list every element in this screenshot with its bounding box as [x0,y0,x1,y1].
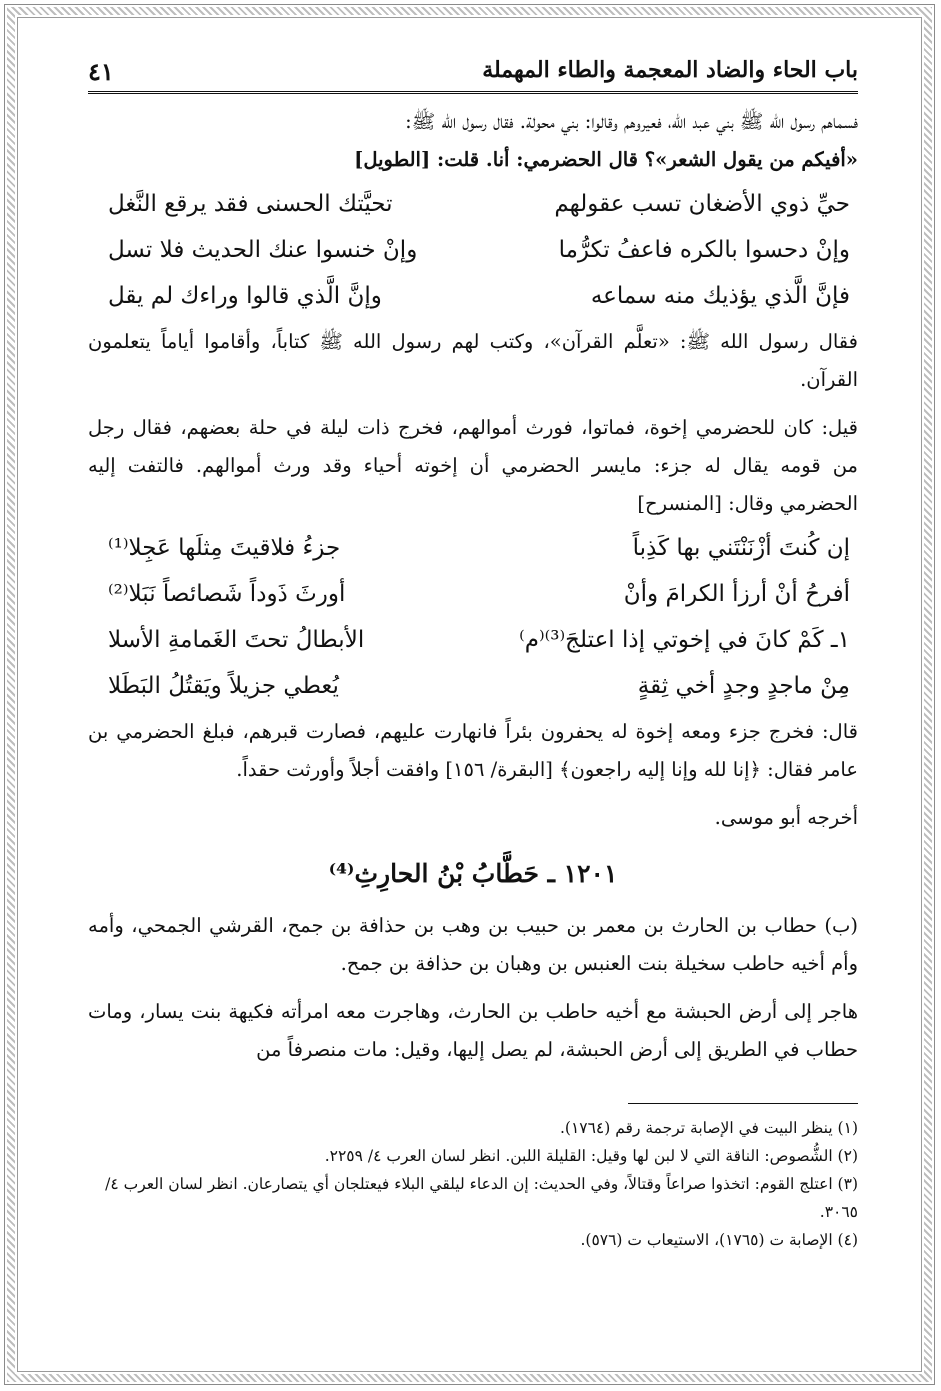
paragraph: (ب) حطاب بن الحارث بن معمر بن حبيب بن وهب بن حذافة بن جمح، القرشي الجمحي، وأمه وأم أخيه حاطب سخيلة بنت العنبس بن وهبان بن حذافة بن جمح. [88,914,858,975]
footnote: (٤) الإصابة ت (١٧٦٥)، الاستيعاب ت (٥٧٦). [580,1231,858,1249]
footnote: (١) ينظر البيت في الإصابة ترجمة رقم (١٧٦٤). [559,1119,858,1137]
main-text [88,103,858,1069]
paragraph: قال: فخرج جزء ومعه إخوة له يحفرون بئراً فانهارت عليهم، فصارت قبرهم، فبلغ الحضرمي بن عامر فقال: ﴿إنا لله وإنا إليه راجعون﴾ [البقرة/ ١٥٦] وافقت أجلاً وأورثت حقداً. [88,720,858,781]
running-header [88,55,858,89]
paragraph: «أفيكم من يقول الشعر»؟ قال الحضرمي: أنا. قلت: [الطويل] [354,148,858,171]
verse-line [88,663,858,709]
verse-line [88,525,858,571]
verse-line [88,571,858,617]
paragraph: أخرجه أبو موسى. [714,806,858,829]
chapter-title: باب الحاء والضاد المعجمة والطاء المهملة [482,57,858,83]
entry-heading: ١٢٠١ ـ حَطَّابُ بْنُ الحارِثِ⁽⁴⁾ [328,859,618,888]
verse-second-hemistich: وإنْ خنسوا عنك الحديث فلا تسل [108,237,418,263]
book-page [88,55,858,1254]
paragraph: قيل: كان للحضرمي إخوة، فماتوا، فورث أموالهم، فخرج ذات ليلة في حلة بعضهم، فقال رجل من قومه يقال له جزء: مايسر الحضرمي أن إخوته أحياء وقد ورث أموالهم. فالتفت إليه الحضرمي وقال: [المنسرح] [88,416,858,515]
header-rule [88,91,858,94]
footnotes [88,1114,858,1254]
footnote: (٢) الشُّصوص: الناقة التي لا لبن لها وقيل: القليلة اللبن. انظر لسان العرب ٤/ ٢٢٥٩. [324,1147,858,1165]
verse-line [88,181,858,227]
verse-second-hemistich: جزءُ فلاقيتَ مِثلَها عَجِلا⁽¹⁾ [108,535,341,561]
verse-first-hemistich: فإنَّ الَّذي يؤذيك منه سماعه [590,283,850,309]
page-number: ٤١ [88,57,114,86]
paragraph: فقال رسول الله ﷺ: «تعلَّم القرآن»، وكتب لهم رسول الله ﷺ كتاباً، وأقاموا أياماً يتعلمون القرآن. [88,330,858,391]
poem-munsarih [88,525,858,709]
verse-first-hemistich: أفرحُ أنْ أرزأ الكرامَ وأنْ [623,581,850,607]
verse-first-hemistich: ١ـ كَمْ كانَ في إخوتي إذا اعتلجَ⁽³⁾⁽م⁾ [519,627,850,653]
verse-second-hemistich: وإنَّ الَّذي قالوا وراءك لم يقل [108,283,382,309]
verse-line [88,227,858,273]
verse-second-hemistich: أورثَ ذَوداً شَصائصاً نَبَلا⁽²⁾ [108,581,346,607]
paragraph: فسماهم رسول الله ﷺ بني عبد الله، فعيروهم وقالوا: بني محولة. فقال رسول الله ﷺ: [405,110,858,133]
verse-second-hemistich: يُعطي جزيلاً ويَقتُلُ البَطَلا [108,673,339,699]
paragraph: هاجر إلى أرض الحبشة مع أخيه حاطب بن الحارث، وهاجرت معه امرأته فكيهة بنت يسار، ومات حطاب في الطريق إلى أرض الحبشة، لم يصل إليها، وقيل: مات منصرفاً من [88,1000,858,1061]
verse-line [88,617,858,663]
verse-second-hemistich: تحيَّتك الحسنى فقد يرقع النَّغل [108,191,393,217]
verse-first-hemistich: حيِّ ذوي الأضغان تسب عقولهم [554,191,850,217]
poem-tawil [88,181,858,319]
footnote-separator [628,1103,858,1104]
verse-line [88,273,858,319]
verse-first-hemistich: إن كُنتَ أزْنَنْتَني بها كَذِباً [632,535,850,561]
verse-second-hemistich: الأبطالُ تحتَ الغَمامةِ الأسلا [108,627,365,653]
footnote: (٣) اعتلج القوم: اتخذوا صراعاً وقتالاً، وفي الحديث: إن الدعاء ليلقي البلاء فيعتلجان أي يتصارعان. انظر لسان العرب ٤/ ٣٠٦٥. [105,1175,858,1221]
verse-first-hemistich: وإنْ دحسوا بالكره فاعفُ تكرُّما [558,237,850,263]
verse-first-hemistich: مِنْ ماجدٍ وجدٍ أخي ثِقةٍ [637,673,850,699]
